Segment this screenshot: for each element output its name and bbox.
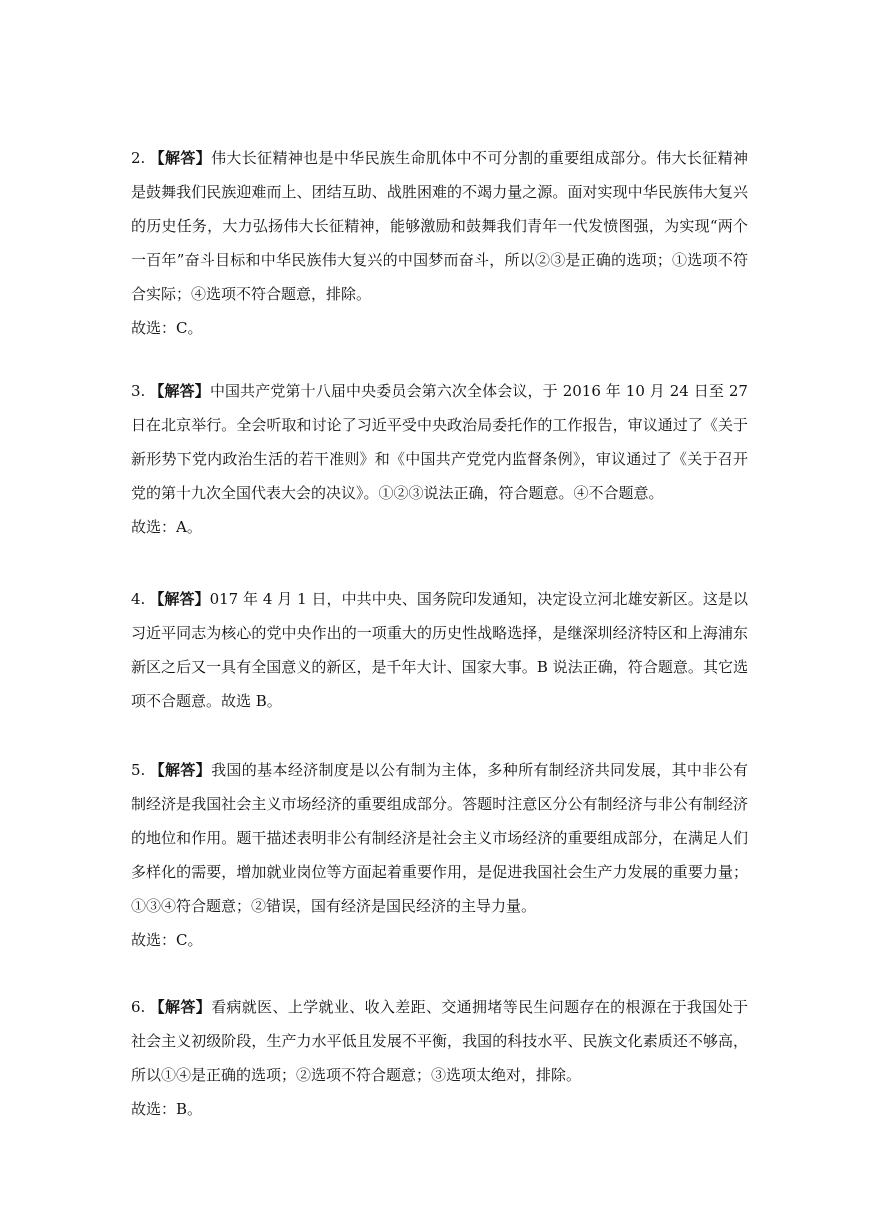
answer-item — [131, 753, 748, 957]
answer-paragraph — [131, 753, 748, 923]
answer-item — [131, 141, 748, 345]
answer-paragraph — [131, 141, 748, 311]
answer-paragraph — [131, 990, 748, 1092]
answer-text: 中国共产党第十八届中央委员会第六次全体会议，于 2016 年 10 月 24 日至 27 日在北京举行。全会听取和讨论了习近平受中央政治局委托作的工作报告，审议通过了《关于新形势下党内政治生活的若干准则》和《中国共产党党内监督条例》，审议通过了《关于召开党的第十九次全国代表大会的决议》。①②③说法正确，符合题意。④不合题意。 — [131, 382, 748, 502]
question-number: 3. — [131, 382, 146, 400]
question-number: 6. — [131, 998, 146, 1016]
question-number: 2. — [131, 149, 146, 167]
answer-item — [131, 990, 748, 1126]
answer-tag: 【解答】 — [149, 382, 210, 400]
answer-tag: 【解答】 — [149, 761, 212, 779]
answer-paragraph — [131, 582, 748, 718]
answer-item — [131, 582, 748, 718]
answer-tag: 【解答】 — [149, 590, 210, 608]
answer-text: 我国的基本经济制度是以公有制为主体，多种所有制经济共同发展，其中非公有制经济是我国社会主义市场经济的重要组成部分。答题时注意区分公有制经济与非公有制经济的地位和作用。题干描述表明非公有制经济是社会主义市场经济的重要组成部分，在满足人们多样化的需要，增加就业岗位等方面起着重要作用，是促进我国社会生产力发展的重要力量；①③④符合题意；②错误，国有经济是国民经济的主导力量。 — [131, 761, 748, 915]
answer-choice: 故选：C。 — [131, 319, 203, 337]
answer-text: 伟大长征精神也是中华民族生命肌体中不可分割的重要组成部分。伟大长征精神是鼓舞我们民族迎难而上、团结互助、战胜困难的不竭力量之源。面对实现中华民族伟大复兴的历史任务，大力弘扬伟大长征精神，能够激励和鼓舞我们青年一代发愤图强，为实现“两个一百年”奋斗目标和中华民族伟大复兴的中国梦而奋斗，所以②③是正确的选项；①选项不符合实际；④选项不符合题意，排除。 — [131, 149, 748, 303]
answer-paragraph — [131, 374, 748, 510]
answer-text: 看病就医、上学就业、收入差距、交通拥堵等民生问题存在的根源在于我国处于社会主义初级阶段，生产力水平低且发展不平衡，我国的科技水平、民族文化素质还不够高，所以①④是正确的选项；②选项不符合题意；③选项太绝对，排除。 — [131, 998, 748, 1084]
question-number: 4. — [131, 590, 146, 608]
answer-choice: 故选：A。 — [131, 518, 202, 536]
answer-choice: 故选：C。 — [131, 931, 203, 949]
answer-tag: 【解答】 — [149, 998, 212, 1016]
question-number: 5. — [131, 761, 146, 779]
answer-item — [131, 374, 748, 544]
answer-choice: 故选：B。 — [131, 1100, 203, 1118]
answer-text: 017 年 4 月 1 日，中共中央、国务院印发通知，决定设立河北雄安新区。这是以习近平同志为核心的党中央作出的一项重大的历史性战略选择，是继深圳经济特区和上海浦东新区之后又一具有全国意义的新区，是千年大计、国家大事。B 说法正确，符合题意。其它选项不合题意。故选 B。 — [131, 590, 748, 710]
answer-tag: 【解答】 — [149, 149, 212, 167]
